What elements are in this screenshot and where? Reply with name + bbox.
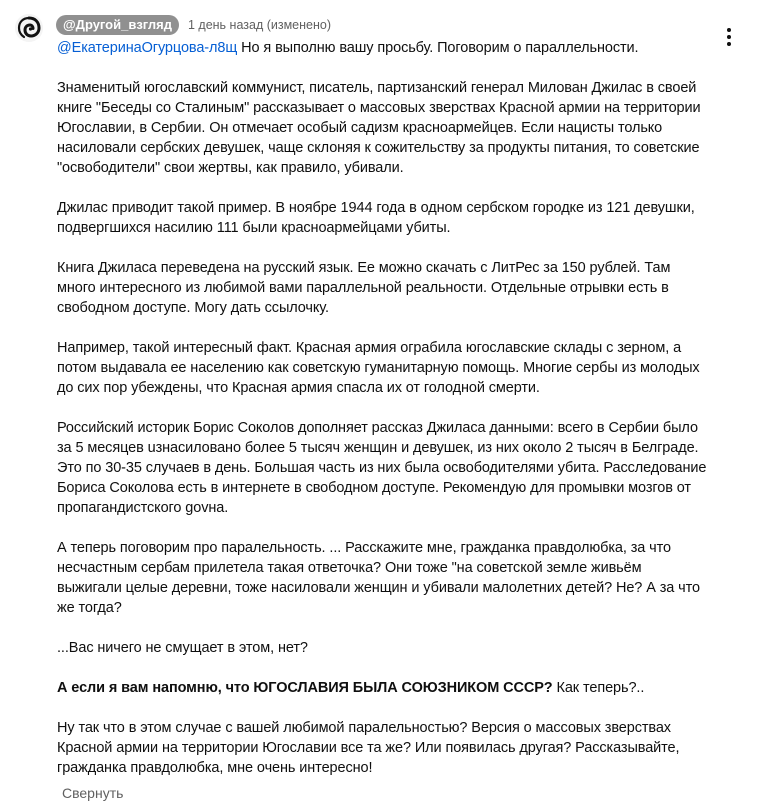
closing-paragraph: Ну так что в этом случае с вашей любимой паралельностью? Версия о массовых зверствах Красной армии на территории Югославии все та же? Или появилась другая? Рассказывайте, гражданка правдолюбка, мне очень интересно! bbox=[57, 720, 680, 776]
bold-paragraph bbox=[57, 678, 707, 698]
collapse-button[interactable]: Свернуть bbox=[62, 785, 124, 801]
paragraph: Книга Джиласа переведена на русский язык. Ее можно скачать с ЛитРес за 150 рублей. Там много интересного из любимой вами параллельной реальности. Отдельные отрывки есть в свободном доступе. Могу дать ссылочку. bbox=[57, 260, 671, 316]
intro-text: Но я выполню вашу просьбу. Поговорим о параллельности. bbox=[237, 40, 639, 56]
paragraph: Знаменитый югославский коммунист, писатель, партизанский генерал Милован Джилас в своей книге "Беседы со Сталиным" рассказывает о массовых зверствах Красной армии на территории Югославии, в Сербии. Он отмечает особый садизм красноармейцев. Если нацисты только насиловали сербских девушек, чаще склоняя к сожительству за продукты питания, то советские "освободители" свои жертвы, как правило, убивали. bbox=[57, 80, 701, 176]
paragraph: Например, такой интересный факт. Красная армия ограбила югославские склады с зерном, а потом выдавала ее населению как советскую гуманитарную помощь. Многие сербы из молодых до сих пор убеждены, что Красная армия спасла их от голодной смерти. bbox=[57, 340, 700, 396]
author-name[interactable]: @Другой_взгляд bbox=[56, 15, 179, 35]
paragraph: А теперь поговорим про паралельность. ... Расскажите мне, гражданка правдолюбка, за что несчастным сербам прилетела такая ответочка? Они тоже "на советской земле живьём выжигали целые деревни, тоже насиловали женщин и убивали малолетних детей? Не? А за что же тогда? bbox=[57, 540, 700, 616]
comment-intro bbox=[57, 38, 707, 58]
comment-timestamp[interactable]: 1 день назад (изменено) bbox=[187, 18, 332, 32]
comment-body bbox=[57, 38, 707, 798]
avatar[interactable] bbox=[15, 14, 43, 42]
more-vert-icon bbox=[716, 24, 742, 50]
comment-header bbox=[56, 14, 331, 36]
mention-link[interactable]: @ЕкатеринаОгурцова-л8щ bbox=[57, 40, 238, 56]
paragraph: ...Вас ничего не смущает в этом, нет? bbox=[57, 640, 308, 656]
bold-text: А если я вам напомню, что ЮГОСЛАВИЯ БЫЛА СОЮЗНИКОМ СССР? bbox=[57, 680, 553, 696]
comment-menu-button[interactable] bbox=[716, 24, 742, 50]
paragraph: Российский историк Борис Соколов дополняет рассказ Джиласа данными: всего в Сербии было за 5 месяцев uзнасиловано более 5 тысяч женщин и девушек, из них около 2 тысяч в Белграде. Это по 30-35 случаев в день. Большая часть из них была освободителями убита. Расследование Бориса Соколова есть в интернете в свободном доступе. Рекомендую для промывки мозгов от пропагандистского govна. bbox=[57, 420, 707, 516]
swirl-logo-icon bbox=[15, 14, 43, 42]
paragraph: Джилас приводит такой пример. В ноябре 1944 года в одном сербском городке из 121 девушки, подвергшихся насилию 111 были красноармейцами убиты. bbox=[57, 200, 695, 236]
bold-tail-text: Как теперь?.. bbox=[552, 680, 645, 696]
